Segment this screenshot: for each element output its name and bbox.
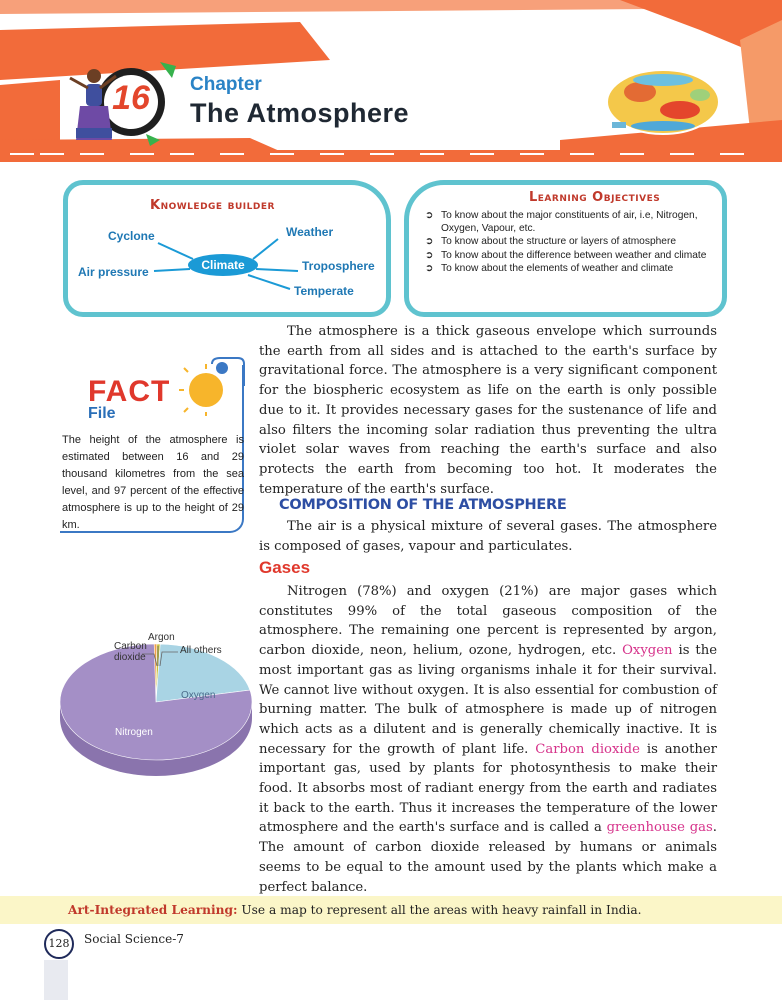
- kb-term: Troposphere: [302, 259, 375, 273]
- knowledge-builder-title: Knowledge builder: [150, 198, 275, 213]
- pie-label-nitrogen: Nitrogen: [115, 727, 153, 738]
- kb-term: Temperate: [294, 284, 354, 298]
- pie-label-oxygen: Oxygen: [181, 690, 216, 701]
- footer-strip: [44, 960, 68, 1000]
- kb-term: Air pressure: [78, 265, 149, 279]
- list-item: ➲ To know about the difference between weather and climate: [425, 249, 707, 261]
- term-greenhouse-gas: greenhouse gas: [606, 820, 713, 836]
- kb-center-term: Climate: [188, 254, 258, 276]
- page-number: 128: [44, 929, 74, 959]
- pie-label-argon: Argon: [148, 632, 175, 643]
- section-heading-gases: Gases: [259, 558, 311, 577]
- arrow-bullet-icon: ➲: [425, 249, 434, 261]
- term-oxygen: Oxygen: [622, 643, 673, 659]
- term-carbon-dioxide: Carbon dioxide: [535, 741, 640, 757]
- kb-term: Cyclone: [108, 229, 155, 243]
- learning-objectives-list: [425, 210, 715, 277]
- knowledge-builder-box: [63, 180, 391, 317]
- chapter-label: Chapter: [190, 74, 262, 95]
- fact-text: The height of the atmosphere is estimated between 16 and 29 thousand kilometres from the sea level, and 97 percent of the effective atmosphere is up to the height of 29 km.: [62, 434, 244, 531]
- gases-paragraph: Nitrogen (78%) and oxygen (21%) are major gases which constitutes 99% of the total gaseous composition of the atmosphere. The remaining one percent is represented by argon, carbon dioxide, neon, helium, ozone, hydrogen, etc. Oxygen is the most important gas as living organisms inhale it for their survival. We cannot live without oxygen. It is also essential for combustion of burning matter. The bulk of atmosphere is made up of nitrogen which acts as a dilutent and is generally chemically inactive. It is necessary for the growth of plant life. Carbon dioxide is another important gas, used by plants for photosynthesis to make their food. It absorbs most of radiant energy from the earth and radiates it back to the earth. Thus it increases the temperature of the lower atmosphere and the earth's surface and is called a greenhouse gas. The amount of carbon dioxide released by humans or animals seems to be equal to the amount used by the plants which make a perfect balance.: [259, 584, 718, 895]
- list-item: ➲ To know about the elements of weather and climate: [425, 263, 674, 274]
- chapter-number: 16: [112, 79, 150, 117]
- fact-subheading: File: [88, 405, 116, 422]
- pie-label-carbon-dioxide-2: dioxide: [114, 652, 146, 663]
- section-heading-composition: COMPOSITION OF THE ATMOSPHERE: [279, 497, 567, 513]
- composition-paragraph: The air is a physical mixture of several gases. The atmosphere is composed of gases, vapour and particulates.: [259, 519, 717, 554]
- chapter-header: [0, 0, 782, 165]
- arrow-bullet-icon: ➲: [425, 263, 434, 274]
- pie-label-all-others: All others: [180, 645, 222, 656]
- arrow-bullet-icon: ➲: [425, 210, 434, 221]
- pie-leader-lines: [140, 644, 180, 668]
- list-item: ➲ To know about the major constituents of air, i.e, Nitrogen, Oxygen, Vapour, etc.: [425, 210, 698, 234]
- kb-term: Weather: [286, 225, 334, 239]
- fact-box-corner: [210, 356, 246, 386]
- pie-label-carbon-dioxide: Carbon: [114, 641, 147, 652]
- intro-paragraph: The atmosphere is a thick gaseous envelope which surrounds the earth from all sides and is attached to the earth's surface by gravitational force. The atmosphere is a very significant component for the biospheric ecosystem as life on the earth is only possible due to it. It provides necessary gases for the sustenance of life and also filters the incoming solar radiation thus preventing the ultra violet solar waves from reaching the earth's surface and also protects the earth from becoming too hot. It moderates the temperature of the earth's surface.: [259, 324, 717, 497]
- learning-objectives-box: [404, 180, 727, 317]
- chapter-title: The Atmosphere: [190, 98, 410, 128]
- book-name: Social Science-7: [84, 932, 184, 946]
- arrow-bullet-icon: ➲: [425, 236, 434, 247]
- world-map-icon: [607, 70, 719, 134]
- fact-heading: FACT: [88, 375, 171, 408]
- art-integrated-learning-text: Art-Integrated Learning: Use a map to represent all the areas with heavy rainfall in India.: [68, 903, 642, 917]
- list-item: ➲ To know about the structure or layers of atmosphere: [425, 236, 676, 247]
- learning-objectives-title: Learning Objectives: [529, 190, 661, 205]
